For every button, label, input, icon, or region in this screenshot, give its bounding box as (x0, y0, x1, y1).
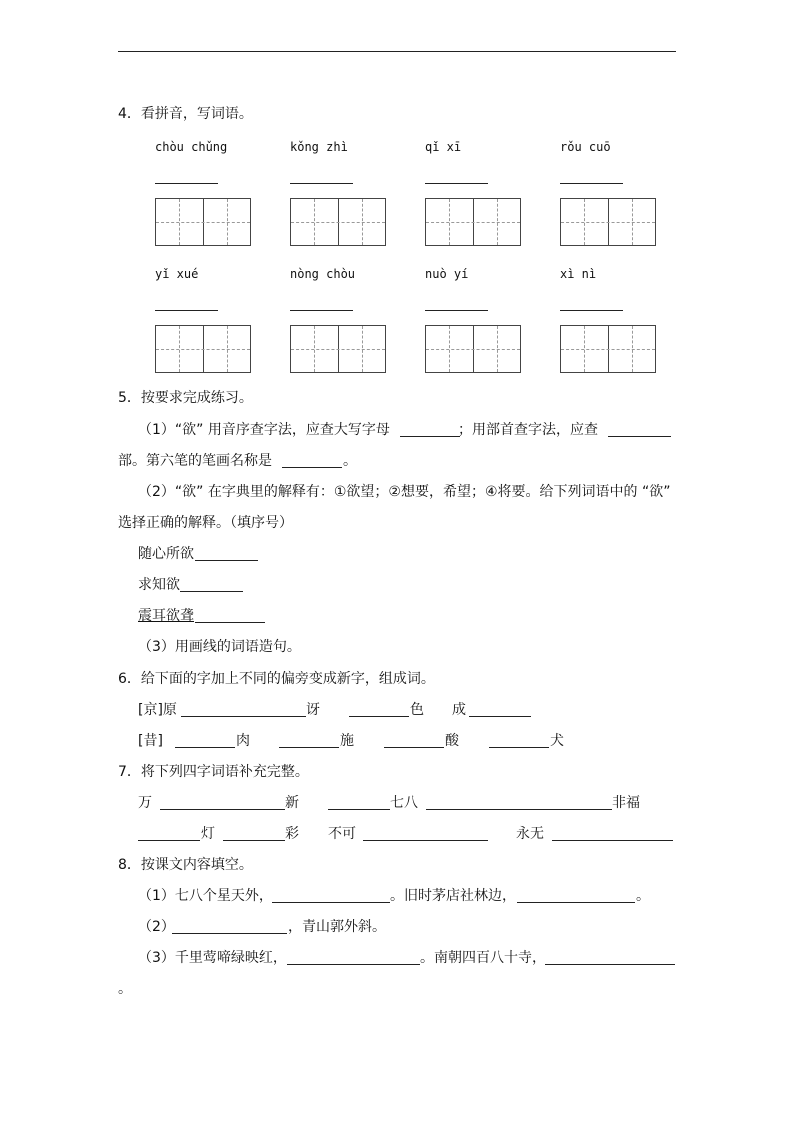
q5-blank-stroke[interactable] (282, 467, 342, 468)
q6-r2-c4: 犬 (550, 733, 564, 749)
q6-blank-r2-2[interactable] (279, 747, 339, 748)
q5-p1a: （1）“欲” 用音序查字法，应查大写字母 (138, 422, 390, 438)
q5-word-3: 震耳欲聋 (138, 608, 194, 624)
tian-grid-4[interactable] (560, 198, 656, 246)
q5-title: 5．按要求完成练习。 (118, 390, 253, 406)
q6-blank-r2-1[interactable] (175, 747, 235, 748)
q7-blank-r2-2[interactable] (223, 840, 285, 841)
q6-blank-r1-1[interactable] (181, 716, 306, 717)
q7-blank-r1-1[interactable] (160, 809, 285, 810)
q7-blank-r1-3[interactable] (426, 809, 612, 810)
q8-blank-4[interactable] (287, 964, 420, 965)
q5-blank-w2[interactable] (180, 591, 243, 592)
q7-r1-c: 七八 (390, 795, 418, 811)
q6-r2-c2: 施 (340, 733, 354, 749)
pinyin-8: xì nì (560, 267, 597, 281)
tian-grid-7[interactable] (425, 325, 521, 373)
q7-r1-b: 新 (285, 795, 299, 811)
tian-grid-5[interactable] (155, 325, 251, 373)
pinyin-6: nòng chòu (290, 267, 356, 281)
q5-word-2: 求知欲 (138, 577, 180, 593)
q6-blank-r1-2[interactable] (349, 716, 409, 717)
q8-l3a: （3）千里莺啼绿映红， (138, 950, 287, 966)
q7-blank-r1-2[interactable] (328, 809, 390, 810)
q8-title: 8．按课文内容填空。 (118, 857, 253, 873)
q6-r2-label: [昔] (138, 733, 163, 749)
pinyin-blank-3[interactable] (425, 183, 488, 184)
pinyin-blank-4[interactable] (560, 183, 623, 184)
pinyin-blank-2[interactable] (290, 183, 353, 184)
q8-l1b: 。旧时茅店社林边， (390, 888, 516, 904)
q7-title: 7．将下列四字词语补充完整。 (118, 764, 309, 780)
pinyin-blank-1[interactable] (155, 183, 218, 184)
q8-l3c: 。 (118, 981, 132, 997)
q8-l1a: （1）七八个星天外， (138, 888, 273, 904)
pinyin-4: rǒu cuō (560, 140, 611, 154)
pinyin-blank-6[interactable] (290, 310, 353, 311)
q8-blank-1[interactable] (272, 902, 390, 903)
pinyin-blank-5[interactable] (155, 310, 218, 311)
tian-grid-8[interactable] (560, 325, 656, 373)
pinyin-7: nuò yí (425, 267, 469, 281)
q5-blank-w1[interactable] (195, 560, 258, 561)
q7-blank-r2-4[interactable] (552, 840, 673, 841)
q7-r2-a: 灯 (201, 826, 215, 842)
q5-blank-letter[interactable] (400, 436, 460, 437)
q7-r1-a: 万 (138, 795, 152, 811)
tian-grid-2[interactable] (290, 198, 386, 246)
q6-r2-c3: 酸 (445, 733, 459, 749)
q5-p1d: 。 (343, 453, 357, 469)
pinyin-1: chòu chǔng (155, 140, 228, 154)
tian-grid-3[interactable] (425, 198, 521, 246)
tian-grid-1[interactable] (155, 198, 251, 246)
q5-p1c: 部。第六笔的笔画名称是 (118, 453, 272, 469)
header-rule (118, 51, 676, 52)
q8-blank-5[interactable] (545, 964, 675, 965)
q4-title: 4．看拼音，写词语。 (118, 106, 253, 122)
q7-r2-b: 彩 (285, 826, 299, 842)
pinyin-3: qǐ xī (425, 140, 462, 154)
q5-blank-radical[interactable] (608, 436, 671, 437)
q8-l3b: 。南朝四百八十寺， (420, 950, 546, 966)
q7-blank-r2-3[interactable] (363, 840, 488, 841)
q6-title: 6．给下面的字加上不同的偏旁变成新字，组成词。 (118, 671, 435, 687)
q6-r2-c1: 肉 (236, 733, 250, 749)
q6-blank-r2-3[interactable] (384, 747, 444, 748)
q5-word-1: 随心所欲 (138, 546, 194, 562)
pinyin-5: yǐ xué (155, 267, 199, 281)
q7-r2-c: 不可 (328, 826, 356, 842)
q5-p2b: 选择正确的解释。（填序号） (118, 515, 293, 531)
pinyin-blank-7[interactable] (425, 310, 488, 311)
q7-blank-r2-1[interactable] (138, 840, 200, 841)
q8-l1c: 。 (636, 888, 650, 904)
q6-r1-c3: 色 (410, 702, 424, 718)
q8-l2b: ，青山郭外斜。 (288, 919, 386, 935)
q6-blank-r1-4[interactable] (469, 716, 531, 717)
tian-grid-6[interactable] (290, 325, 386, 373)
q6-r1-c4: 成 (452, 702, 466, 718)
q5-p3: （3）用画线的词语造句。 (138, 639, 301, 655)
q7-r2-d: 永无 (516, 826, 544, 842)
q8-l2a: （2） (138, 919, 175, 935)
q5-p1b: ；用部首查字法，应查 (458, 422, 598, 438)
q5-p2a: （2）“欲” 在字典里的解释有：①欲望；②想要，希望；④将要。给下列词语中的 “欲” (138, 484, 671, 500)
q6-blank-r2-4[interactable] (489, 747, 549, 748)
q8-blank-3[interactable] (172, 933, 287, 934)
pinyin-2: kǒng zhì (290, 140, 348, 154)
q7-r1-d: 非福 (612, 795, 640, 811)
q6-r1-c2: 讶 (306, 702, 320, 718)
q6-r1-label: [京]原 (138, 702, 177, 718)
q8-blank-2[interactable] (517, 902, 635, 903)
pinyin-blank-8[interactable] (560, 310, 623, 311)
q5-blank-w3[interactable] (195, 622, 265, 623)
